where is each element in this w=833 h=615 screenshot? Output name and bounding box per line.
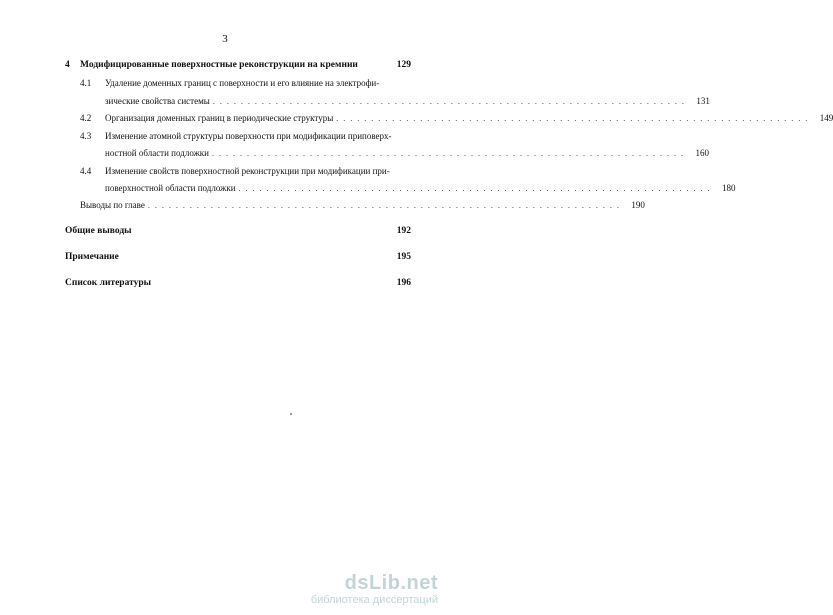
section-number: 4.1 [80,78,92,88]
section-title-line1: Удаление доменных границ с поверхности и его влияние на электрофи- [105,78,380,88]
toc-chapter-4[interactable] [65,59,411,71]
section-title-line2: поверхностной области подложки [105,183,236,193]
leader-dots: .................................................................... [336,114,813,123]
leader-dots: .................................................................... [212,149,688,158]
chapter-number: 4 [65,60,70,70]
section-title-line2: ностной области подложки [105,148,209,158]
leader-dots: .................................................................... [212,97,689,106]
entry-title: Список литературы [65,278,152,288]
watermark-brand: dsLib.net [344,572,438,594]
toc-section-4-3-cont[interactable] [105,147,709,160]
leader-dots: .................................................................... [238,184,715,193]
toc-note[interactable] [65,251,411,263]
entry-title: Примечание [65,252,119,262]
section-page: 180 [722,183,736,193]
section-page: 131 [696,96,710,106]
page-number: 3 [222,33,228,45]
conclusions-page: 190 [631,200,645,210]
toc-general-conclusions[interactable] [65,225,411,237]
conclusions-title: Выводы по главе [80,200,145,210]
section-page: 149 [819,113,833,123]
watermark-subtitle: библиотека диссертаций [310,594,438,606]
section-title-line1: Изменение свойств поверхностной реконструкции при модификации при- [105,166,390,176]
toc-section-4-1-cont[interactable] [105,95,710,108]
section-title-line2: зические свойства системы [105,96,210,106]
section-number: 4.3 [80,131,92,141]
section-title-line1: Изменение атомной структуры поверхности при модификации приповерх- [105,131,392,141]
entry-title: Общие выводы [65,226,132,236]
watermark [311,572,438,607]
chapter-page: 129 [396,60,411,70]
section-number: 4.4 [80,166,92,176]
toc-section-4-4[interactable] [80,165,411,177]
chapter-title: Модифицированные поверхностные реконструкции на кремнии [80,60,358,70]
entry-page: 196 [396,278,411,288]
toc-chapter-conclusions[interactable] [80,199,645,212]
leader-dots: .................................................................... [147,201,624,210]
toc-section-4-4-cont[interactable] [105,182,736,195]
section-number: 4.2 [80,113,92,123]
entry-page: 195 [396,252,411,262]
section-page: 160 [695,148,709,158]
scan-speck [290,413,292,415]
toc-section-4-3[interactable] [80,130,411,142]
section-title-line1: Организация доменных границ в периодические структуры [105,113,334,123]
entry-page: 192 [396,226,411,236]
toc-section-4-1[interactable] [80,77,411,89]
toc-section-4-2[interactable] [80,112,833,125]
toc-references[interactable] [65,277,411,289]
